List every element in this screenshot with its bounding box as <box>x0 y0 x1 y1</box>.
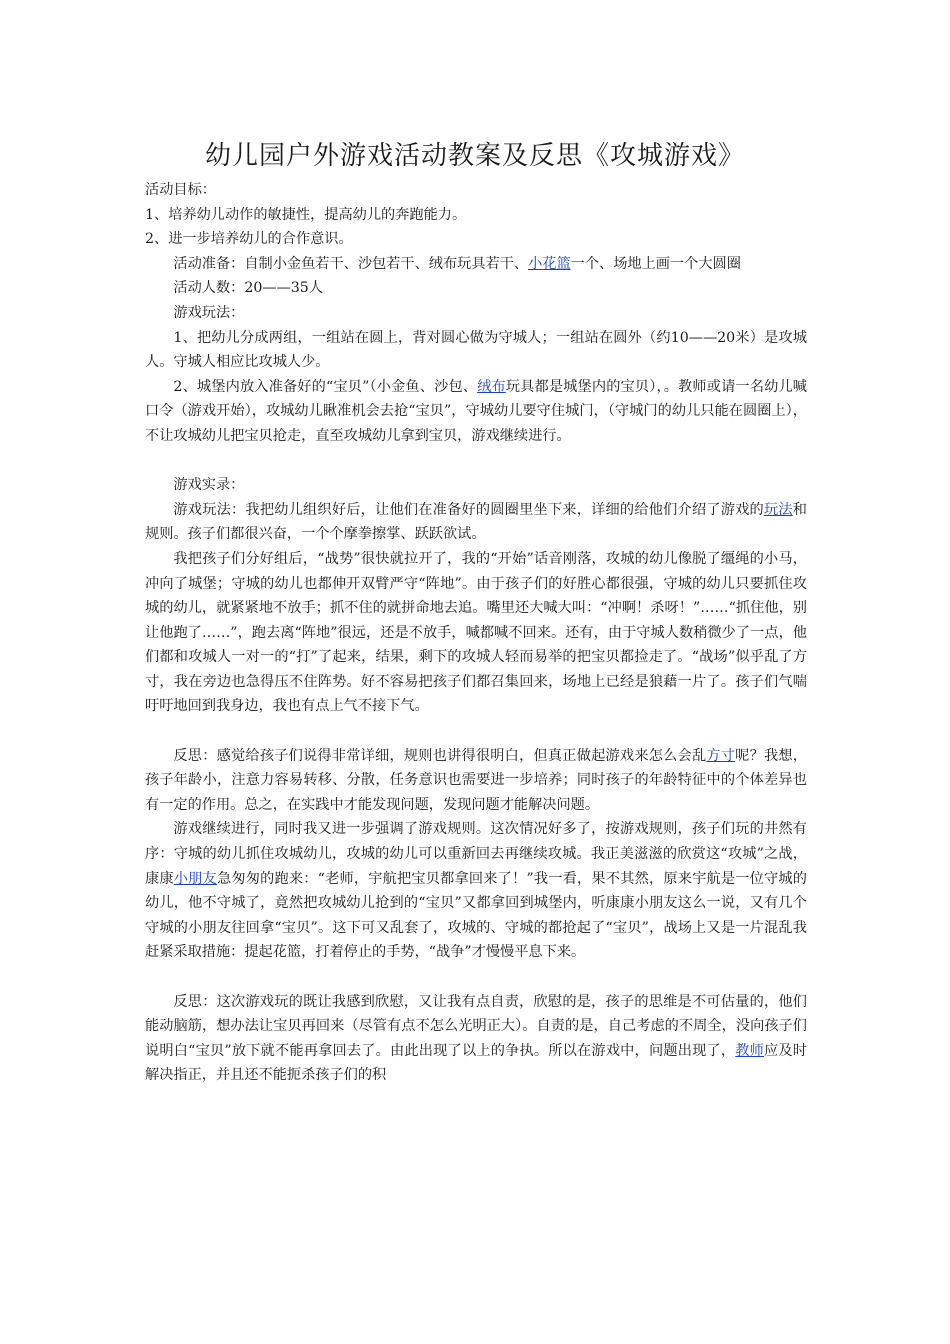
spacer <box>145 965 807 990</box>
text-span: 游戏继续进行，同时我又进一步强调了游戏规则。这次情况好多了，按游戏规则，孩子们玩的井然有序：守城的幼儿抓住攻城幼儿，攻城的幼儿可以重新回去再继续攻城。我正美滋滋的欣赏这“攻城”之战，康康 <box>145 821 807 887</box>
rule-paragraph <box>145 375 807 449</box>
text-span: 和规则。孩子们都很兴奋，一个个摩拳擦掌、跃跃欲试。 <box>145 501 807 543</box>
link-child[interactable]: 小朋友 <box>173 870 217 887</box>
record-heading: 游戏实录： <box>173 477 245 494</box>
text-span: 活动准备：自制小金鱼若干、沙包若干、绒布玩具若干、 <box>173 255 529 272</box>
text-span: 呢？我想，孩子年龄小，注意力容易转移、分散，任务意识也需要进一步培养；同时孩子的年龄特征中的个体差异也有一定的作用。总之，在实践中才能发现问题，发现问题才能解决问题。 <box>145 747 807 813</box>
goals-heading: 活动目标： <box>145 182 216 198</box>
reflection-paragraph <box>145 990 807 1088</box>
goal-item: 1、培养幼儿动作的敏捷性，提高幼儿的奔跑能力。 <box>145 206 467 223</box>
continue-paragraph <box>145 817 807 965</box>
text-span: 游戏玩法：我把幼儿组织好后，让他们在准备好的圆圈里坐下来，详细的给他们介绍了游戏的 <box>173 501 764 518</box>
text-span: 应及时解决指正，并且还不能扼杀孩子们的积 <box>145 1042 807 1084</box>
record-paragraph: 我把孩子们分好组后，“战势”很快就拉开了，我的“开始”话音刚落，攻城的幼儿像脱了缰绳的小马，冲向了城堡；守城的幼儿也都伸开双臂严守“阵地”。由于孩子们的好胜心都很强，守城的幼儿只要抓住攻城的幼儿，就紧紧地不放手；抓不住的就拼命地去追。嘴里还大喊大叫：“冲啊！杀呀！”……“抓住他，别让他跑了……”，跑去离“阵地”很远，还是不放手，喊都喊不回来。还有，由于守城人数稍微少了一点，他们都和攻城人一对一的“打”了起来，结果，剩下的攻城人轻而易举的把宝贝都捡走了。“战场”似乎乱了方寸，我在旁边也急得压不住阵势。好不容易把孩子们都召集回来，场地上已经是狼藉一片了。孩子们气喘吁吁地回到我身边，我也有点上气不接下气。 <box>145 550 808 715</box>
link-velvet[interactable]: 绒布 <box>477 378 506 395</box>
spacer <box>145 719 807 744</box>
text-span: 急匆匆的跑来：“老师，宇航把宝贝都拿回来了！”我一看，果不其然，原来宇航是一位守城的幼儿，他不守城了，竟然把攻城幼儿抢到的“宝贝”又都拿回到城堡内，听康康小朋友这么一说，又有几个守城的小朋友往回拿“宝贝”。这下可又乱套了，攻城的、守城的都抢起了“宝贝”，战场上又是一片混乱我赶紧采取措施：提起花篮，打着停止的手势，“战争”才慢慢平息下来。 <box>145 870 807 961</box>
link-teacher[interactable]: 教师 <box>735 1042 765 1059</box>
text-span: 一个、场地上画一个大圆圈 <box>570 255 741 272</box>
link-gameplay[interactable]: 玩法 <box>763 501 793 518</box>
link-flower-basket[interactable]: 小花篮 <box>528 255 571 272</box>
text-span: 反思：这次游戏玩的既让我感到欣慰，又让我有点自责，欣慰的是，孩子的思维是不可估量的，他们能动脑筋，想办法让宝贝再回来（尽管有点不怎么光明正大）。自责的是，自己考虑的不周全，没向孩子们说明白“宝贝”放下就不能再拿回去了。由此出现了以上的争执。所以在游戏中，问题出现了， <box>145 993 807 1059</box>
spacer <box>145 449 807 474</box>
text-span: 反思：感觉给孩子们说得非常详细，规则也讲得很明白，但真正做起游戏来怎么会乱 <box>173 747 707 764</box>
document-title: 幼儿园户外游戏活动教案及反思《攻城游戏》 <box>204 141 745 171</box>
text-span: 2、城堡内放入准备好的“宝贝”（小金鱼、沙包、 <box>173 378 478 395</box>
rules-heading: 游戏玩法： <box>173 304 245 321</box>
document-body <box>145 178 807 1088</box>
text-span: 玩具都是城堡内的宝贝），。教师或请一名幼儿喊口令（游戏开始），攻城幼儿瞅准机会去抢“宝贝”，守城幼儿要守住城门，（守城门的幼儿只能在圆圈上），不让攻城幼儿把宝贝抢走，直至攻城幼儿拿到宝贝，游戏继续进行。 <box>145 378 807 444</box>
record-paragraph <box>145 498 807 547</box>
link-composure[interactable]: 方寸 <box>706 747 736 764</box>
rule-paragraph: 1、把幼儿分成两组，一组站在圆上，背对圆心做为守城人；一组站在圆外（约10——20米）是攻城人。守城人相应比攻城人少。 <box>145 329 807 371</box>
reflection-paragraph <box>145 744 807 818</box>
participants-line: 活动人数：20——35人 <box>173 280 323 297</box>
goal-item: 2、进一步培养幼儿的合作意识。 <box>145 231 353 248</box>
preparation-paragraph <box>145 252 807 277</box>
